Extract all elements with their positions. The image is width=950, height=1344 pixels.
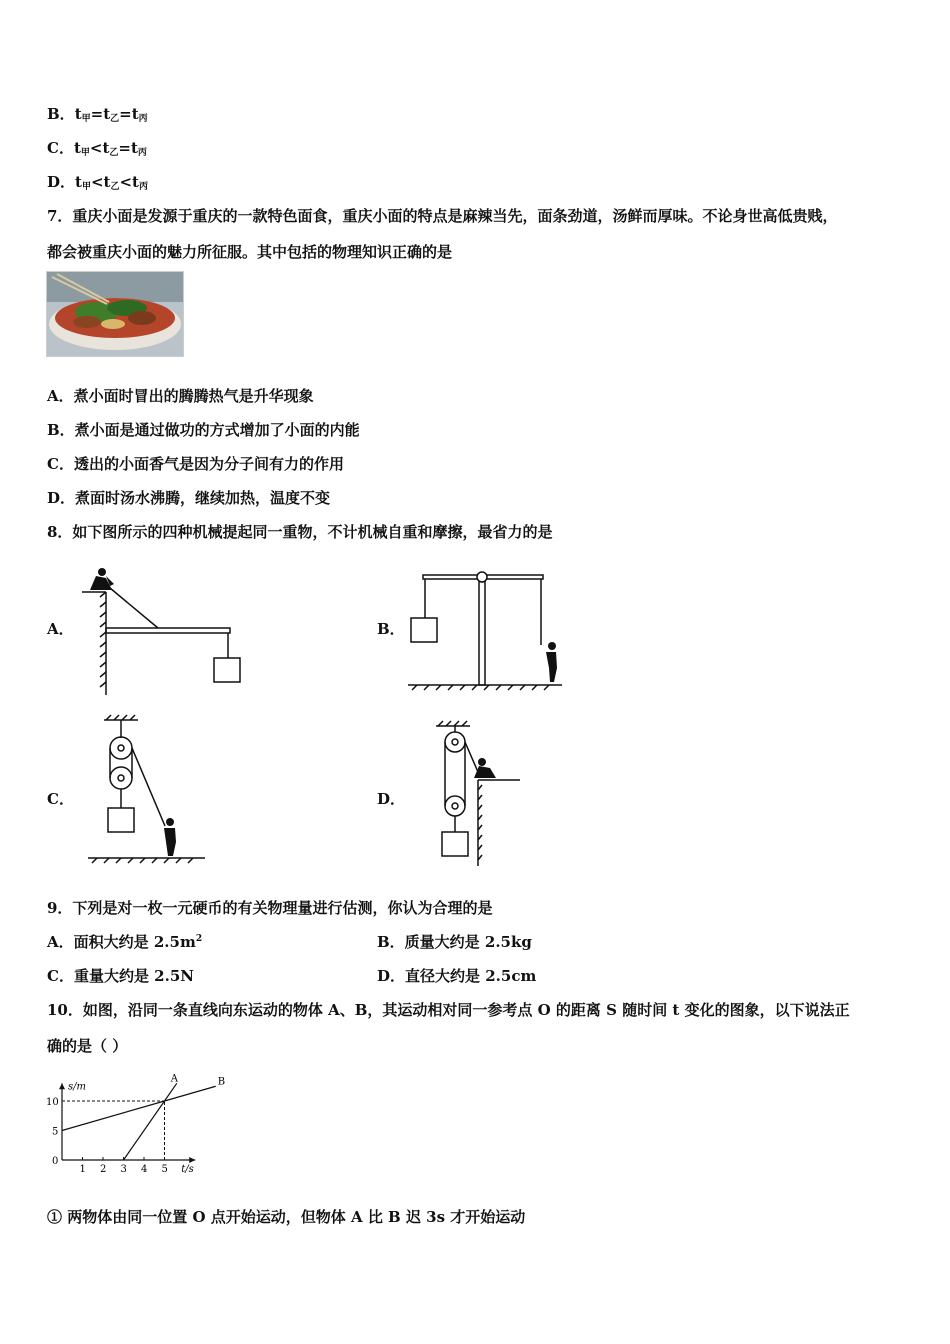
x-tick-label: 3	[120, 1164, 127, 1175]
y-axis-arrow	[59, 1083, 65, 1089]
q9-option-a: A．面积大约是 $2.5m^2$	[47, 933, 203, 951]
y-tick-label: 5	[52, 1126, 59, 1138]
y-tick-label: 0	[52, 1156, 59, 1167]
q8-label-a: A．	[47, 620, 74, 638]
x-axis-arrow	[189, 1157, 195, 1163]
q7-stem-line2: 都会被重庆小面的魅力所征服。其中包括的物理知识正确的是	[47, 243, 453, 261]
q9-option-c: C．重量大约是 2.5N	[47, 967, 194, 985]
x-tick-label: 4	[141, 1164, 148, 1175]
q9-option-b: B．质量大约是 2.5kg	[377, 933, 532, 951]
q8-stem: 8．如下图所示的四种机械提起同一重物，不计机械自重和摩擦，最省力的是	[47, 523, 553, 541]
series-label-B: B	[217, 1076, 226, 1088]
x-tick-label: 5	[161, 1164, 168, 1175]
q8-label-c: C．	[47, 790, 74, 808]
q7-option-d: D．煮面时汤水沸腾，继续加热，温度不变	[47, 489, 331, 507]
q7-option-a: A．煮小面时冒出的腾腾热气是升华现象	[47, 387, 314, 405]
q6-option-d: D．$t_甲<t_乙<t_丙$	[47, 173, 148, 192]
series-line-A	[124, 1083, 177, 1160]
q7-option-b: B．煮小面是通过做功的方式增加了小面的内能	[47, 421, 360, 439]
x-tick-label: 2	[100, 1164, 107, 1175]
x-tick-label: 1	[79, 1164, 86, 1175]
x-axis-label: t/s	[181, 1164, 194, 1175]
q10-statement-1: ① 两物体由同一位置 O 点开始运动，但物体 A 比 B 迟 3s 才开始运动	[47, 1208, 526, 1226]
q8-label-d: D．	[377, 790, 406, 808]
q10-stem-line1: 10．如图，沿同一条直线向东运动的物体 A、B，其运动相对同一参考点 O 的距离 S 随时间 t 变化的图象，以下说法正	[47, 1001, 850, 1019]
q6-option-c: C．$t_甲<t_乙=t_丙$	[47, 139, 147, 158]
y-axis-label: s/m	[68, 1081, 86, 1093]
q10-stem-line2: 确的是（ ）	[47, 1037, 128, 1055]
q7-stem-line1: 7．重庆小面是发源于重庆的一款特色面食，重庆小面的特点是麻辣当先，面条劲道，汤鲜而厚味。不论身世高低贵贱，	[47, 207, 838, 225]
q8-label-b: B．	[377, 620, 405, 638]
q7-option-c: C．透出的小面香气是因为分子间有力的作用	[47, 455, 344, 473]
y-tick-label: 10	[46, 1097, 59, 1108]
q9-option-d: D．直径大约是 2.5cm	[377, 967, 537, 985]
series-line-B	[62, 1086, 216, 1130]
series-label-A: A	[170, 1073, 179, 1085]
q6-option-b: B．$t_甲=t_乙=t_丙$	[47, 105, 148, 124]
q9-stem: 9．下列是对一枚一元硬币的有关物理量进行估测，你认为合理的是	[47, 899, 493, 917]
